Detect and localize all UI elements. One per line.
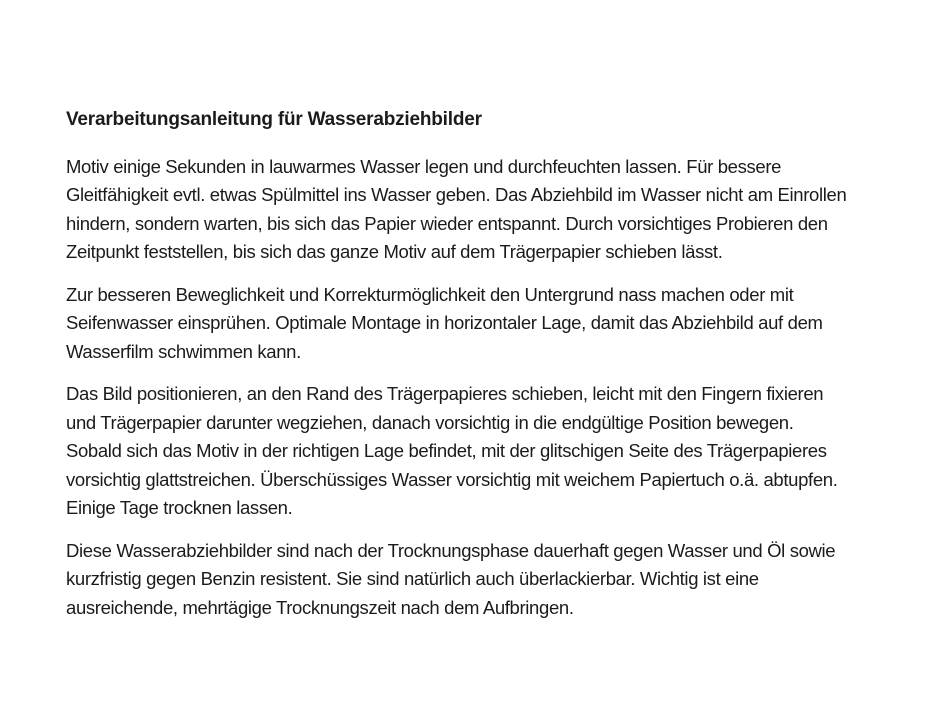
- text-line: kurzfristig gegen Benzin resistent. Sie sind natürlich auch überlackierbar. Wichtig ist eine: [66, 568, 759, 589]
- text-line: Zur besseren Beweglichkeit und Korrekturmöglichkeit den Untergrund nass machen oder mit: [66, 283, 794, 305]
- document-title: Verarbeitungsanleitung für Wasserabziehbilder: [66, 109, 482, 130]
- text-line: Das Bild positionieren, an den Rand des Trägerpapieres schieben, leicht mit den Fingern fixieren: [66, 383, 824, 404]
- text-line: Wasserfilm schwimmen kann.: [66, 340, 301, 362]
- text-line: Gleitfähigkeit evtl. etwas Spülmittel ins Wasser geben. Das Abziehbild im Wasser nicht am Einrollen: [66, 184, 847, 205]
- text-line: Seifenwasser einsprühen. Optimale Montage in horizontaler Lage, damit das Abziehbild auf dem: [66, 312, 823, 333]
- text-line: Einige Tage trocknen lassen.: [66, 497, 293, 518]
- text-line: ausreichende, mehrtägige Trocknungszeit nach dem Aufbringen.: [66, 596, 574, 618]
- text-line: und Trägerpapier darunter wegziehen, danach vorsichtig in die endgültige Position bewegen.: [66, 411, 794, 433]
- paragraph-drying-resistance: [66, 537, 890, 623]
- text-line: Zeitpunkt feststellen, bis sich das ganze Motiv auf dem Trägerpapier schieben lässt.: [66, 241, 723, 262]
- text-line: hindern, sondern warten, bis sich das Papier wieder entspannt. Durch vorsichtiges Probieren den: [66, 212, 828, 234]
- text-line: vorsichtig glattstreichen. Überschüssiges Wasser vorsichtig mit weichem Papiertuch o.ä. abtupfen.: [66, 468, 838, 490]
- paragraph-surface-prep: [66, 281, 890, 367]
- text-line: Sobald sich das Motiv in der richtigen Lage befindet, mit der glitschigen Seite des Trägerpapieres: [66, 440, 827, 461]
- text-line: Diese Wasserabziehbilder sind nach der Trocknungsphase dauerhaft gegen Wasser und Öl sowie: [66, 539, 836, 561]
- paragraph-positioning: [66, 380, 890, 523]
- text-line: Motiv einige Sekunden in lauwarmes Wasser legen und durchfeuchten lassen. Für bessere: [66, 155, 782, 177]
- paragraph-soaking: [66, 153, 890, 267]
